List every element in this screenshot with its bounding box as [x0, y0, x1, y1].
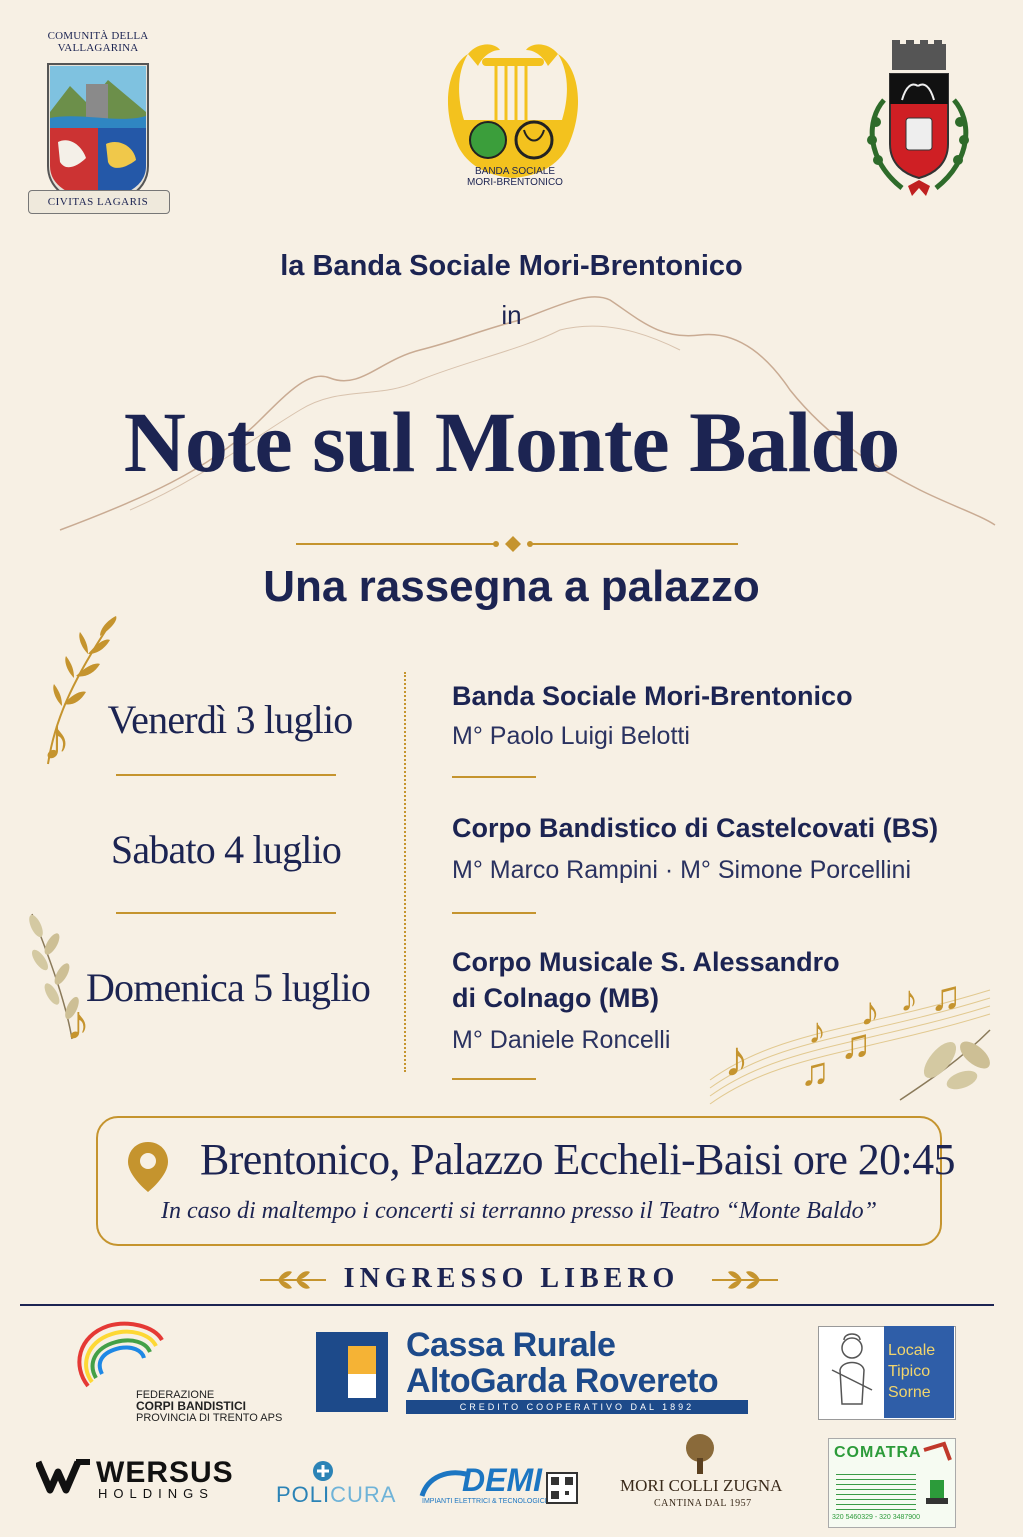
band-separator: [452, 912, 536, 914]
band-name-2: Corpo Bandistico di Castelcovati (BS): [452, 813, 939, 843]
music-note-icon: ♫: [800, 1050, 830, 1094]
band-name-1: Banda Sociale Mori-Brentonico: [452, 681, 853, 711]
music-note-icon: ♪: [724, 1031, 749, 1087]
director-1: M° Paolo Luigi Belotti: [452, 722, 690, 750]
wersus-logo-icon: [36, 1458, 92, 1494]
comatra-details-lines: [836, 1470, 916, 1510]
weather-note: In caso di maltempo i concerti si terranno presso il Teatro “Monte Baldo”: [161, 1198, 877, 1224]
wersus-name: WERSUS: [96, 1456, 234, 1489]
schedule-divider: [404, 672, 406, 1072]
band-name-3-line-2: di Colnago (MB): [452, 983, 659, 1013]
excavator-icon: [920, 1440, 954, 1510]
community-name: COMUNITÀ DELLA VALLAGARINA: [47, 30, 149, 54]
qr-code-icon: [546, 1472, 578, 1504]
band-separator: [452, 1078, 536, 1080]
venue-address: Brentonico, Palazzo Eccheli-Baisi ore 20:45: [200, 1135, 955, 1184]
cassa-rurale-logo-icon: [316, 1332, 388, 1412]
music-note-icon: ♪: [860, 990, 880, 1034]
cassa-rurale-tagline: CREDITO COOPERATIVO DAL 1892: [406, 1400, 748, 1414]
band-logo-label: BANDA SOCIALE MORI-BRENTONICO: [467, 166, 563, 188]
wersus-subname: HOLDINGS: [98, 1486, 214, 1501]
demi-tagline: IMPIANTI ELETTRICI & TECNOLOGICI: [422, 1498, 547, 1505]
director-2: M° Marco Rampini · M° Simone Porcellini: [452, 856, 911, 884]
band-name-3: Corpo Musicale S. Alessandro: [452, 947, 840, 977]
municipal-coat-of-arms-icon: [856, 40, 980, 200]
music-note-icon: ♪: [900, 978, 918, 1019]
map-pin-icon: [126, 1140, 170, 1194]
demi-name: DEMI: [462, 1462, 542, 1498]
schedule-day-2: Sabato 4 luglio: [110, 827, 342, 872]
comatra-name: COMATRA: [834, 1444, 922, 1461]
event-subtitle: Una rassegna a palazzo: [263, 562, 760, 611]
music-note-icon: ♪: [808, 1010, 826, 1051]
comatra-phone: 320 5460329 - 320 3487900: [832, 1514, 920, 1521]
day-separator: [116, 912, 336, 914]
music-note-icon: ♪: [66, 997, 90, 1050]
band-separator: [452, 776, 536, 778]
crest-motto: CIVITAS LAGARIS: [47, 196, 149, 208]
music-note-icon: ♪: [42, 707, 71, 772]
locale-name: Locale Tipico Sorne: [888, 1342, 936, 1401]
tree-logo-icon: [680, 1432, 720, 1476]
day-separator: [116, 774, 336, 776]
music-note-icon: ♫: [840, 1020, 872, 1067]
connector-word: in: [501, 300, 522, 330]
schedule-day-3: Domenica 5 luglio: [85, 965, 371, 1010]
music-note-icon: ♫: [930, 972, 962, 1019]
footer-rule: [20, 1304, 994, 1306]
mori-colli-zugna-tagline: CANTINA DAL 1957: [654, 1498, 752, 1509]
event-title: Note sul Monte Baldo: [123, 394, 900, 490]
chef-drawing-icon: [822, 1330, 882, 1414]
free-entry-label: INGRESSO LIBERO: [343, 1263, 680, 1294]
cassa-rurale-name: Cassa Rurale: [406, 1326, 616, 1364]
mori-colli-zugna-name: MORI COLLI ZUGNA: [620, 1476, 783, 1495]
schedule-day-1: Venerdì 3 luglio: [107, 697, 353, 742]
laurel-ornament-right-icon: [710, 1268, 780, 1292]
federazione-label: FEDERAZIONE CORPI BANDISTICI PROVINCIA DI TRENTO APS: [136, 1389, 283, 1424]
demi-logo-icon: [418, 1468, 468, 1500]
presenter-line: la Banda Sociale Mori-Brentonico: [280, 250, 743, 282]
cassa-rurale-name-line-2: AltoGarda Rovereto: [406, 1362, 719, 1400]
policura-cross-icon: [312, 1460, 334, 1482]
director-3: M° Daniele Roncelli: [452, 1026, 671, 1054]
policura-name: POLICURA: [276, 1482, 397, 1507]
